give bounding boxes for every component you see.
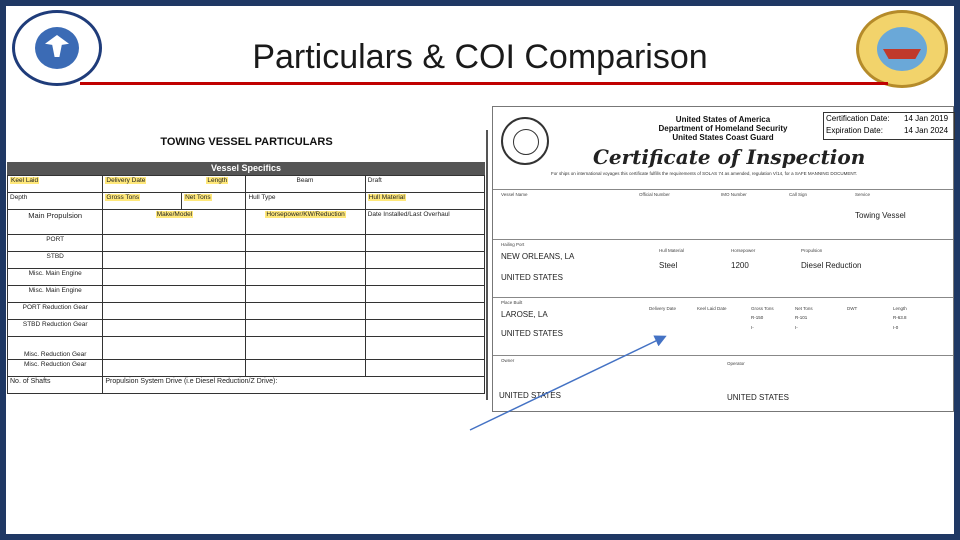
- slide-title: Particulars & COI Comparison: [252, 38, 708, 76]
- row-label: No. of Shafts: [8, 377, 103, 394]
- row-label: PORT: [8, 235, 103, 252]
- hull-material-value: Steel: [659, 261, 678, 270]
- field-label: Service: [855, 192, 871, 197]
- field-label: Hailing Port: [501, 242, 525, 247]
- column-header: Date Installed/Last Overhaul: [367, 211, 450, 218]
- length-i: I-0: [893, 325, 899, 330]
- expiration-date: 14 Jan 2024: [904, 126, 949, 135]
- field-label: Vessel Name: [501, 192, 528, 197]
- column-header: Make/Model: [156, 211, 193, 218]
- gross-tons-r: R-150: [751, 315, 764, 320]
- field-label: Hull Material: [368, 194, 405, 201]
- service-value: Towing Vessel: [855, 211, 906, 220]
- field-label: Propulsion: [801, 248, 823, 253]
- field-label: Net Tons: [185, 194, 211, 201]
- length-r: R-63.8: [893, 315, 907, 320]
- hailing-country-value: UNITED STATES: [501, 273, 563, 282]
- field-label: Operator: [727, 361, 745, 366]
- agency-line: United States Coast Guard: [672, 133, 774, 142]
- row-label: Misc. Reduction Gear: [8, 360, 103, 377]
- column-header: Main Propulsion: [28, 211, 83, 220]
- field-label: DWT: [847, 306, 858, 311]
- field-label: Owner: [501, 358, 515, 363]
- row-label: Misc. Main Engine: [8, 269, 103, 286]
- field-label: Expiration Date:: [826, 126, 883, 135]
- field-label: Keel Laid: [11, 177, 39, 184]
- row-label: PORT Reduction Gear: [8, 303, 103, 320]
- net-tons-r: R-101: [795, 315, 808, 320]
- row-label: STBD: [8, 252, 103, 269]
- field-label: Horsepower: [731, 248, 756, 253]
- propulsion-system-field[interactable]: Propulsion System Drive (i.e Diesel Reduction/Z Drive):: [103, 377, 485, 394]
- field-label: Official Number: [639, 192, 670, 197]
- agency-line: Department of Homeland Security: [658, 124, 788, 133]
- net-tons-i: I-: [795, 325, 798, 330]
- column-header: Horsepower/KW/Reduction: [266, 211, 345, 218]
- certificate-description: For ships on international voyages this certificate fulfills the requirements of SOLAS 74 as amended, regulation V/14, for a SAFE MANNING DOCUMENT.: [551, 171, 858, 176]
- field-label: Delivery Date: [649, 306, 677, 311]
- vessel-specifics-header: Vessel Specifics: [7, 162, 485, 175]
- row-label: Misc. Main Engine: [8, 286, 103, 303]
- field-label: Draft: [367, 177, 382, 184]
- field-label: Hull Material: [659, 248, 685, 253]
- gross-tons-i: I-: [751, 325, 754, 330]
- field-label: Depth: [10, 194, 28, 201]
- field-label: Gross Tons: [751, 306, 774, 311]
- agency-line: United States of America: [675, 115, 771, 124]
- place-country-value: UNITED STATES: [501, 329, 563, 338]
- field-label: Place Built: [501, 300, 523, 305]
- certificate-title: Certificate of Inspection: [593, 145, 866, 169]
- hailing-port-value: NEW ORLEANS, LA: [501, 252, 575, 261]
- field-label: IMO Number: [721, 192, 747, 197]
- place-built-value: LAROSE, LA: [501, 310, 548, 319]
- field-label: Delivery Date: [106, 177, 146, 184]
- horsepower-value: 1200: [731, 261, 749, 270]
- field-label: Net Tons: [795, 306, 813, 311]
- field-label: Gross Tons: [106, 194, 140, 201]
- form-title: TOWING VESSEL PARTICULARS: [160, 136, 333, 148]
- field-label: Keel Laid Date: [697, 306, 727, 311]
- field-label: Length: [893, 306, 907, 311]
- field-label: Certification Date:: [826, 114, 890, 123]
- field-label: Length: [207, 177, 228, 184]
- operator-country-value: UNITED STATES: [727, 393, 789, 402]
- field-label: Hull Type: [248, 194, 276, 201]
- row-label: STBD Reduction Gear: [8, 320, 103, 337]
- owner-country-value: UNITED STATES: [499, 391, 561, 400]
- certification-date: 14 Jan 2019: [904, 114, 949, 123]
- field-label: Call Sign: [789, 192, 808, 197]
- field-label: Beam: [296, 177, 314, 184]
- propulsion-value: Diesel Reduction: [801, 261, 862, 270]
- row-label: Misc. Reduction Gear: [8, 337, 103, 360]
